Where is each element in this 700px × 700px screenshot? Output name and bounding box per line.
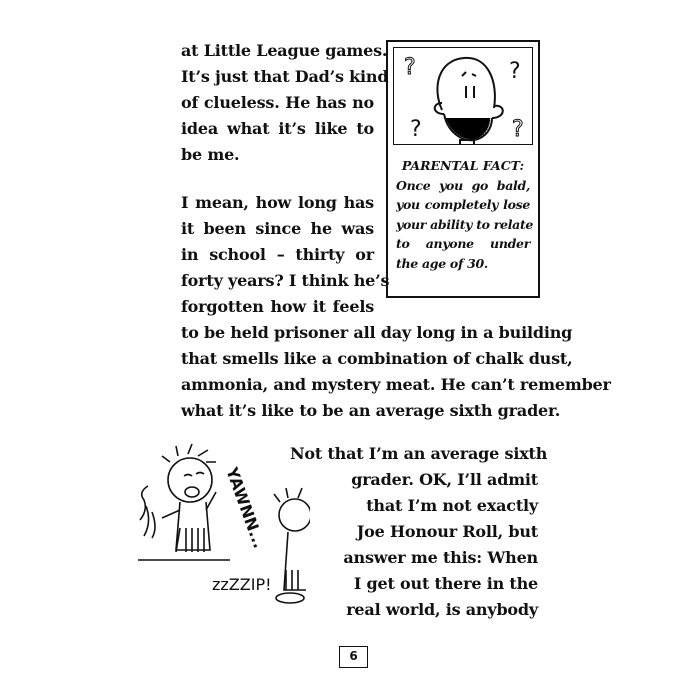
text-line: answer me this: When [343, 548, 538, 567]
parental-fact-text [396, 156, 534, 273]
paragraph-1 [181, 38, 389, 168]
text-line: of clueless. He has no [181, 93, 374, 112]
fact-title: PARENTAL FACT: [401, 158, 525, 173]
zip-sound-effect: zzZZIP! [212, 575, 272, 594]
text-line: that smells like a combination of chalk dust, [181, 349, 573, 368]
parental-fact-box [386, 40, 540, 298]
page-number: 6 [339, 646, 368, 668]
cartoon-kid-yawning-illustration [130, 440, 310, 620]
paragraph-2-continued [181, 320, 611, 424]
paragraph-2 [181, 190, 390, 320]
text-line: it been since he was [181, 219, 374, 238]
text-line: It’s just that Dad’s kind [181, 67, 389, 86]
text-line: that I’m not exactly [366, 496, 538, 515]
text-line: I get out there in the [353, 574, 538, 593]
text-line: real world, is anybody [346, 600, 538, 619]
text-line: forty years? I think he’s [181, 271, 390, 290]
text-line: idea what it’s like to [181, 119, 374, 138]
text-line: Not that I’m an average sixth [290, 444, 548, 463]
cartoon-icon [130, 440, 310, 620]
fact-line: the age of 30. [396, 255, 488, 271]
yawn-sound-effect: YAWNN... [222, 464, 269, 551]
text-line: in school – thirty or [181, 245, 374, 264]
fact-line: your ability to relate [396, 216, 534, 232]
fact-line: you completely lose [396, 197, 530, 212]
text-line: ammonia, and mystery meat. He can’t remember [181, 375, 611, 394]
svg-text:?: ? [509, 59, 521, 84]
text-line: grader. OK, I’ll admit [351, 470, 538, 489]
text-line: forgotten how it feels [181, 297, 374, 316]
svg-text:?: ? [404, 55, 416, 80]
text-line: to be held prisoner all day long in a building [181, 323, 573, 342]
text-line: Joe Honour Roll, but [356, 522, 538, 541]
bald-dad-illustration [393, 47, 533, 145]
bald-head-icon [394, 48, 533, 145]
fact-line: to anyone under [396, 236, 530, 251]
text-line: at Little League games. [181, 41, 388, 60]
svg-text:?: ? [410, 117, 422, 142]
paragraph-3 [290, 441, 548, 623]
text-line: I mean, how long has [181, 193, 374, 212]
svg-text:?: ? [512, 117, 524, 142]
text-line: what it’s like to be an average sixth grader. [181, 401, 561, 420]
text-line: be me. [181, 145, 240, 164]
fact-line: Once you go bald, [396, 177, 530, 193]
